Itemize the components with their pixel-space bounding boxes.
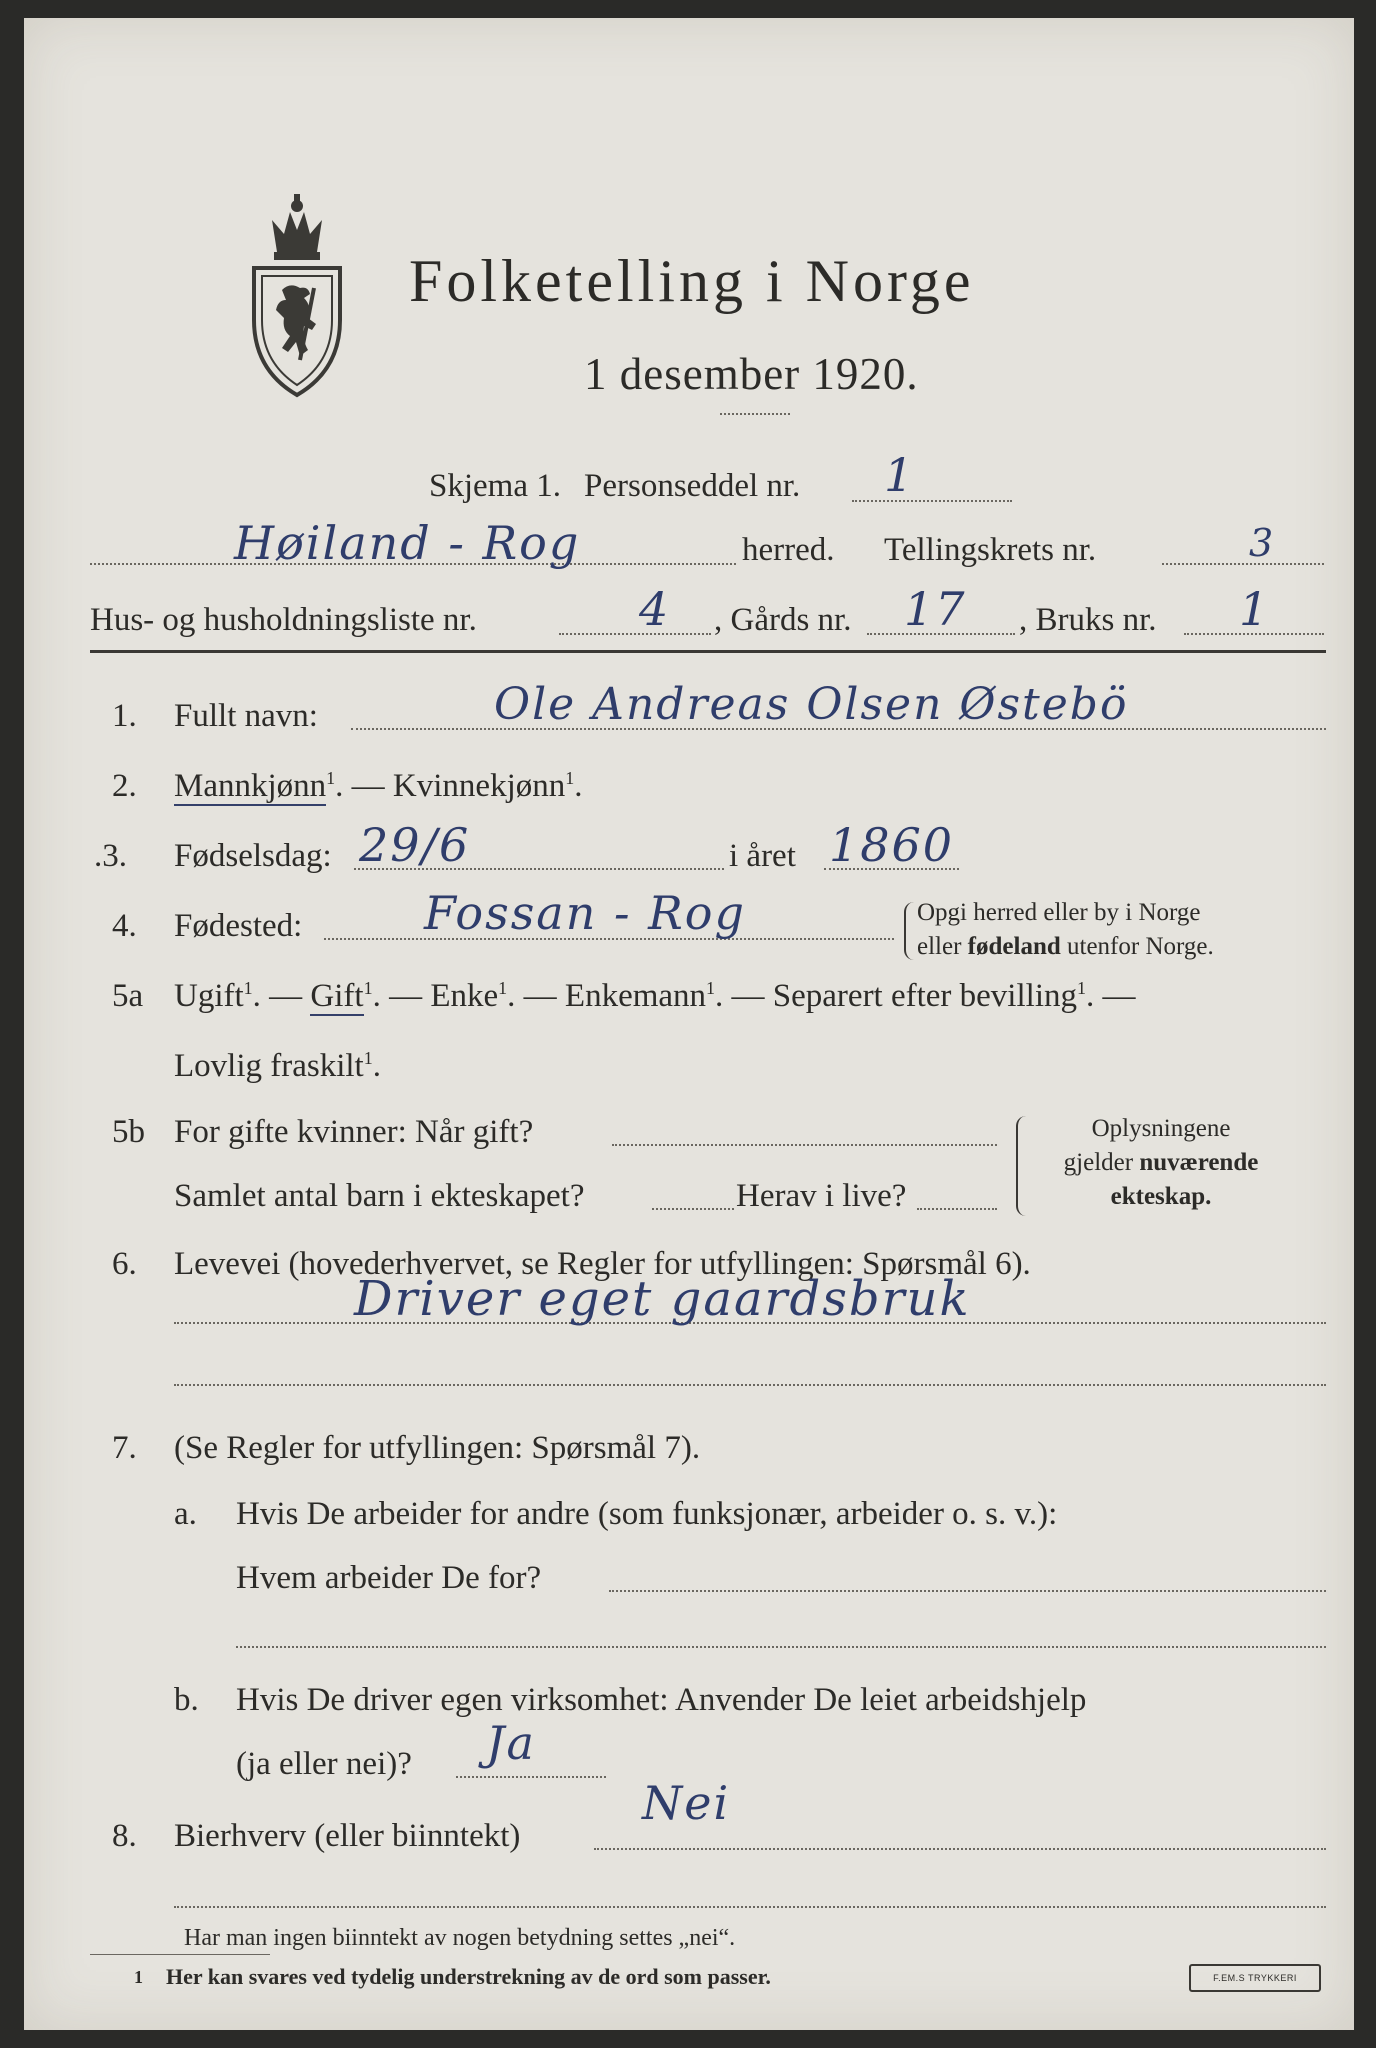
enke-option: Enke	[430, 978, 499, 1014]
hired-help-label: (ja eller nei)?	[236, 1746, 412, 1782]
separert-option: Separert efter bevilling	[772, 978, 1077, 1014]
q7a-letter: a.	[174, 1496, 197, 1532]
q8-number: 8.	[112, 1818, 137, 1854]
husliste-value: 4	[639, 582, 671, 636]
q4-number: 4.	[112, 908, 137, 944]
bruks-value: 1	[1239, 582, 1271, 636]
census-date: 1 desember 1920.	[584, 349, 919, 399]
fraskilt-option: Lovlig fraskilt$^1$.	[174, 1048, 381, 1084]
birthplace-note-2: eller fødeland utenfor Norge.	[917, 933, 1214, 960]
form-title: Folketelling i Norge	[409, 248, 975, 314]
bruks-label: , Bruks nr.	[1019, 602, 1157, 638]
gards-label: , Gårds nr.	[714, 602, 852, 638]
title-ornament	[720, 413, 790, 415]
q2-number: 2.	[112, 768, 137, 804]
side-income-value: Nei	[642, 1776, 731, 1830]
q3-number: .3.	[94, 838, 127, 874]
q7a-text: Hvis De arbeider for andre (som funksjonær, arbeider o. s. v.):	[236, 1496, 1058, 1532]
q7b-letter: b.	[174, 1682, 199, 1718]
birthdate-label: Fødselsdag:	[174, 838, 332, 874]
q5a-number: 5a	[112, 978, 144, 1014]
footnote-mark: 1	[134, 1967, 143, 1987]
gift-option: Gift	[310, 978, 364, 1014]
birth-year-value: 1860	[829, 818, 955, 872]
employer-label: Hvem arbeider De for?	[236, 1560, 542, 1596]
full-name-value: Ole Andreas Olsen Østebö	[494, 679, 1129, 730]
footnote-text: Her kan svares ved tydelig understrekning av de ord som passer.	[166, 1964, 771, 1989]
q1-number: 1.	[112, 698, 137, 734]
printer-mark: F.EM.S TRYKKERI	[1189, 1964, 1321, 1992]
ugift-option: Ugift	[174, 978, 244, 1014]
marital-status-options: Ugift$^1$. — Gift$^1$. — Enke$^1$. — Enkemann$^1$. — Separert efter bevilling$^1$. —	[174, 978, 1136, 1014]
children-alive-label: Herav i live?	[736, 1178, 907, 1214]
enkemann-option: Enkemann	[564, 978, 707, 1014]
q5b-number: 5b	[112, 1114, 145, 1150]
personseddel-value: 1	[884, 448, 916, 502]
birthplace-note-1: Opgi herred eller by i Norge	[917, 899, 1201, 926]
tellingskrets-value: 3	[1249, 521, 1276, 565]
personseddel-label: Personseddel nr.	[584, 468, 801, 504]
occupation-value: Driver eget gaardsbruk	[354, 1271, 971, 1327]
herred-label: herred.	[742, 532, 835, 568]
male-option: Mannkjønn	[174, 768, 327, 804]
q6-number: 6.	[112, 1246, 137, 1282]
marriage-note-2: gjelder nuværende	[1063, 1149, 1259, 1176]
birthplace-value: Fossan - Rog	[424, 886, 746, 940]
q7-label: (Se Regler for utfyllingen: Spørsmål 7).	[174, 1430, 701, 1466]
census-form-sheet	[24, 18, 1354, 2030]
hired-help-value: Ja	[486, 1716, 536, 1770]
marriage-note-1: Oplysningene	[1091, 1115, 1231, 1142]
norway-coat-of-arms-icon	[242, 190, 352, 400]
birthdate-value: 29/6	[359, 818, 471, 872]
married-when-label: For gifte kvinner: Når gift?	[174, 1114, 534, 1150]
husliste-label: Hus- og husholdningsliste nr.	[90, 602, 477, 638]
gards-value: 17	[904, 582, 967, 636]
side-income-label: Bierhverv (eller biinntekt)	[174, 1818, 521, 1854]
birthplace-label: Fødested:	[174, 908, 303, 944]
full-name-label: Fullt navn:	[174, 698, 318, 734]
children-count-label: Samlet antal barn i ekteskapet?	[174, 1178, 585, 1214]
marriage-note-3: ekteskap.	[1110, 1183, 1212, 1210]
schema-label: Skjema 1.	[429, 468, 561, 504]
side-income-note: Har man ingen biinntekt av nogen betydning settes „nei“.	[184, 1925, 736, 1951]
q7-number: 7.	[112, 1430, 137, 1466]
tellingskrets-label: Tellingskrets nr.	[884, 532, 1097, 568]
q7b-text: Hvis De driver egen virksomhet: Anvender De leiet arbeidshjelp	[236, 1682, 1087, 1718]
occupation-label: Levevei (hovederhvervet, se Regler for utfyllingen: Spørsmål 6).	[174, 1246, 1031, 1282]
header-divider	[90, 650, 1326, 653]
herred-value: Høiland - Rog	[234, 516, 581, 570]
female-option: Kvinnekjønn	[392, 768, 566, 804]
sex-options: Mannkjønn$^1$. — Kvinnekjønn$^1$.	[174, 768, 583, 804]
birth-year-label: i året	[729, 838, 796, 874]
